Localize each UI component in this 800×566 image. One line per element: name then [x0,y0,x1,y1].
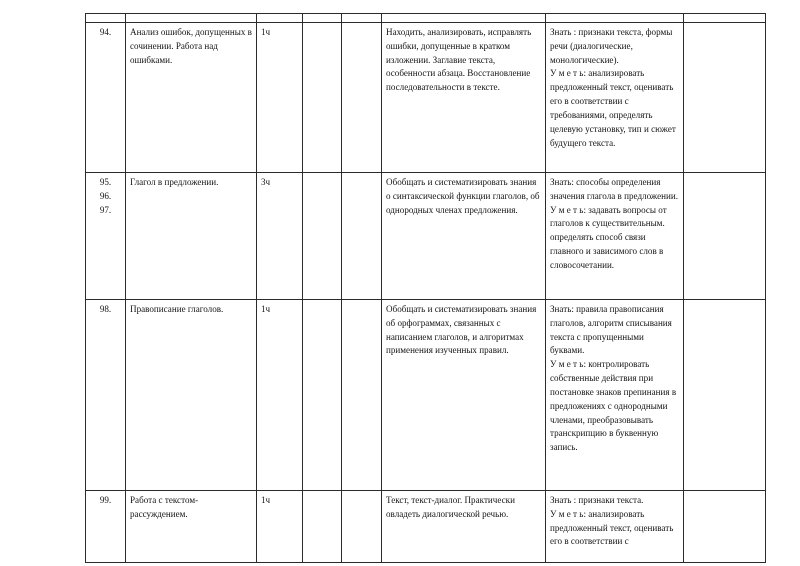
cell-topic [126,14,257,23]
cell-hours: 1ч [257,300,303,491]
cell-col8 [684,173,766,300]
cell-topic: Глагол в предложении. [126,173,257,300]
cell-activity: Обобщать и систематизировать знания об орфограммах, связанных с написанием глаголов, и алгоритмах применения изученных правил. [382,300,546,491]
cell-col4 [303,491,342,563]
cell-col5 [342,300,382,491]
cell-requirements: Знать : признаки текста. У м е т ь: анализировать предложенный текст, оценивать его в соответствии с [546,491,684,563]
cell-number [86,14,126,23]
cell-hours [257,14,303,23]
cell-number: 95. 96. 97. [86,173,126,300]
cell-topic: Работа с текстом-рассуждением. [126,491,257,563]
cell-activity: Текст, текст-диалог. Практически овладеть диалогической речью. [382,491,546,563]
cell-col8 [684,23,766,173]
cell-requirements [546,14,684,23]
cell-col5 [342,23,382,173]
cell-col8 [684,491,766,563]
cell-topic: Анализ ошибок, допущенных в сочинении. Работа над ошибками. [126,23,257,173]
cell-col5 [342,491,382,563]
table-row [86,300,766,491]
cell-col8 [684,14,766,23]
cell-col4 [303,14,342,23]
table-row [86,173,766,300]
cell-number: 99. [86,491,126,563]
cell-col4 [303,23,342,173]
table-row-partial-top [86,14,766,23]
cell-activity: Обобщать и систематизировать знания о синтаксической функции глаголов, об однородных членах предложения. [382,173,546,300]
cell-col8 [684,300,766,491]
cell-number: 98. [86,300,126,491]
cell-col4 [303,173,342,300]
cell-requirements: Знать: способы определения значения глагола в предложении. У м е т ь: задавать вопросы от глаголов к существительным. определять способ связи главного и зависимого слов в словосочетании. [546,173,684,300]
cell-topic: Правописание глаголов. [126,300,257,491]
cell-col5 [342,173,382,300]
lesson-plan-table [85,13,766,563]
cell-hours: 3ч [257,173,303,300]
cell-activity: Находить, анализировать, исправлять ошибки, допущенные в кратком изложении. Заглавие текста, особенности абзаца. Восстановление последовательности в тексте. [382,23,546,173]
cell-col4 [303,300,342,491]
cell-hours: 1ч [257,491,303,563]
table-body [86,14,766,563]
table-row [86,491,766,563]
cell-requirements: Знать : признаки текста, формы речи (диалогические, монологические). У м е т ь: анализировать предложенный текст, оценивать его в соответствии с требованиями, определять целевую установку, тип и сюжет будущего текста. [546,23,684,173]
cell-number: 94. [86,23,126,173]
cell-hours: 1ч [257,23,303,173]
cell-col5 [342,14,382,23]
cell-activity [382,14,546,23]
table-row [86,23,766,173]
cell-requirements: Знать: правила правописания глаголов, алгоритм списывания текста с пропущенными буквами. У м е т ь: контролировать собственные действия при постановке знаков препинания в предложениях с однородными членами, преобразовывать транскрипцию в буквенную запись. [546,300,684,491]
